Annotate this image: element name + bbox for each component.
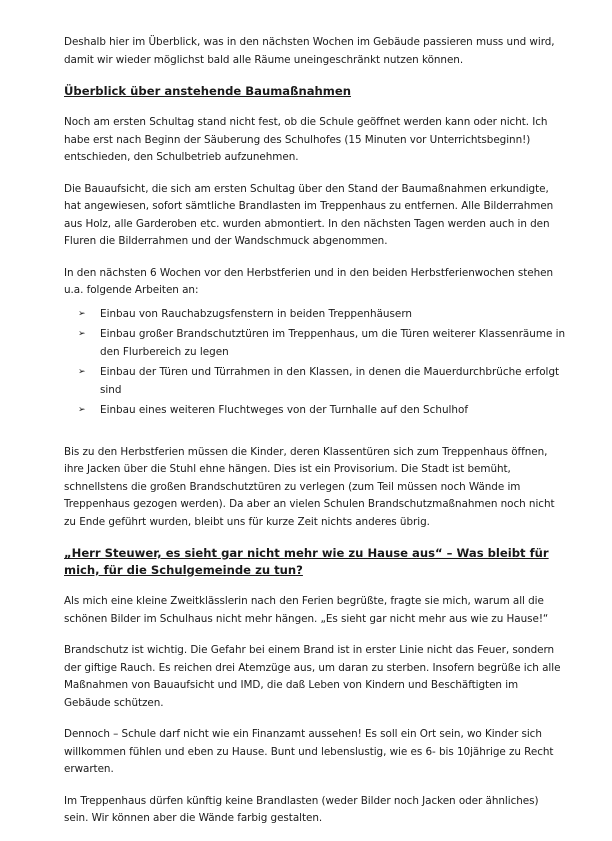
list-item: ➢ Einbau von Rauchabzugsfenstern in beiden Treppenhäusern: [64, 306, 566, 324]
arrow-bullet-icon: ➢: [78, 367, 86, 377]
paragraph-bauaufsicht: Die Bauaufsicht, die sich am ersten Schultag über den Stand der Baumaßnahmen erkundigte, hat angewiesen, sofort sämtliche Brandlasten im Treppenhaus zu entfernen. Alle Bilderrahmen aus Holz, alle Garderoben etc. wurden abmontiert. In den nächsten Tagen werden auch in den Fluren die Bilderrahmen und der Wandschmuck abgenommen.: [64, 182, 554, 247]
intro-paragraph: Deshalb hier im Überblick, was in den nächsten Wochen im Gebäude passieren muss und wird, damit wir wieder möglichst bald alle Räume uneingeschränkt nutzen können.: [64, 36, 555, 66]
paragraph-brandschutz: Brandschutz ist wichtig. Die Gefahr bei einem Brand ist in erster Linie nicht das Feuer, sondern der giftige Rauch. Es reichen drei Atemzüge aus, um daran zu sterben. Insofern begrüße ich alle Maßnahmen von Bauaufsicht und IMD, die daß Leben von Kindern und Beschäftigten im Gebäude schützen.: [64, 644, 561, 709]
paragraph-treppenhaus: Im Treppenhaus dürfen künftig keine Brandlasten (weder Bilder noch Jacken oder ähnliches) sein. Wir können aber die Wände farbig gestalten.: [64, 794, 539, 824]
paragraph-schultag: Noch am ersten Schultag stand nicht fest, ob die Schule geöffnet werden kann oder nicht. Ich habe erst nach Beginn der Säuberung des Schulhofes (15 Minuten vor Unterrichtsbeginn!) entschieden, den Schulbetrieb aufzunehmen.: [64, 116, 548, 163]
list-item: ➢ Einbau großer Brandschutztüren im Treppenhaus, um die Türen weiterer Klassenräume in den Flurbereich zu legen: [78, 328, 566, 358]
arrow-bullet-icon: ➢: [78, 405, 86, 415]
paragraph-finanzamt: Dennoch – Schule darf nicht wie ein Finanzamt aussehen! Es soll ein Ort sein, wo Kinder sich willkommen fühlen und eben zu Hause. Bunt und lebenslustig, wie es 6- bis 10jährige zu Recht erwarten.: [64, 728, 554, 775]
arrow-bullet-icon: ➢: [78, 308, 86, 319]
section-heading-baumassnahmen: Überblick über anstehende Baumaßnahmen: [64, 84, 351, 98]
list-item: ➢ Einbau der Türen und Türrahmen in den Klassen, in denen die Mauerdurchbrüche erfolgt sind: [78, 366, 560, 396]
paragraph-zweitklaesslerin: Als mich eine kleine Zweitklässlerin nach den Ferien begrüßte, fragte sie mich, warum all die schönen Bilder im Schulhaus nicht mehr hängen. „Es sieht gar nicht mehr aus wie zu Hause!“: [64, 595, 549, 625]
arrow-bullet-icon: ➢: [78, 329, 86, 339]
list-item: ➢ Einbau eines weiteren Fluchtweges von der Turnhalle auf den Schulhof: [64, 402, 566, 420]
work-list: [64, 306, 566, 420]
paragraph-arbeiten: In den nächsten 6 Wochen vor den Herbstferien und in den beiden Herbstferienwochen stehen u.a. folgende Arbeiten an:: [64, 266, 554, 296]
section-heading-schulgemeinde: „Herr Steuwer, es sieht gar nicht mehr wie zu Hause aus“ – Was bleibt für mich, für die Schulgemeinde zu tun?: [64, 546, 549, 577]
paragraph-herbstferien: Bis zu den Herbstferien müssen die Kinder, deren Klassentüren sich zum Treppenhaus öffnen, ihre Jacken über die Stuhl ehne hängen. Dies ist ein Provisorium. Die Stadt ist bemüht, schnellstens die großen Brandschutztüren zu verlegen (zum Teil müssen noch Wände im Treppenhaus gezogen werden). Da aber an vielen Schulen Brandschutzmaßnahmen noch nicht zu Ende geführt wurden, bleibt uns für kurze Zeit nichts anderes übrig.: [64, 445, 555, 528]
